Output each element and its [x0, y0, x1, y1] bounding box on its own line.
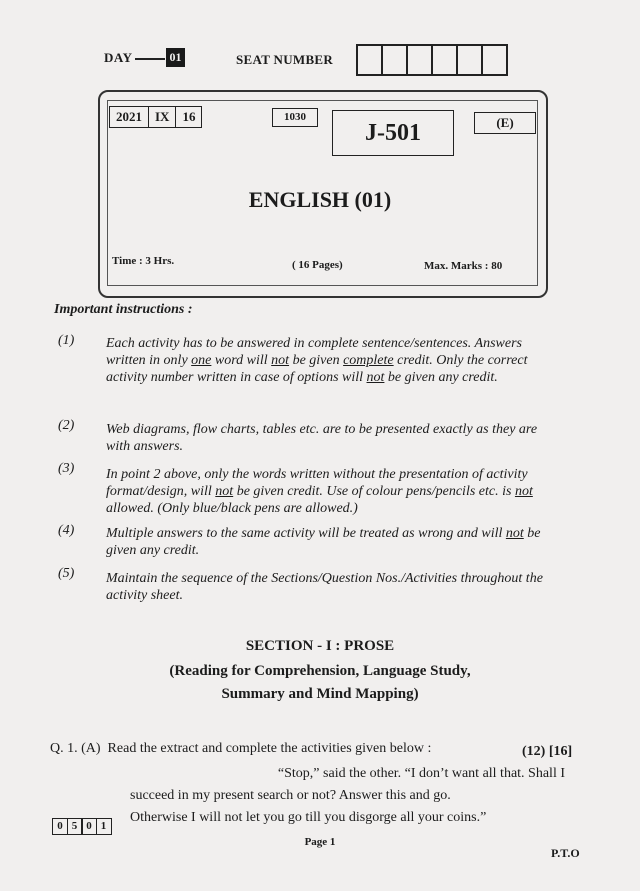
seat-number-box [431, 44, 458, 76]
subject-code-box: 1030 [272, 108, 318, 127]
text-part: Each activity has to be answered in complete sentence/sentences. Answers written in only [106, 336, 523, 368]
class-code: IX [149, 107, 176, 127]
instruction-text [106, 335, 546, 386]
section-title: SECTION - I : PROSE [245, 638, 395, 654]
instruction-text [106, 525, 546, 559]
paper-title: ENGLISH (01) [248, 187, 392, 212]
pages-text: ( 16 Pages) [292, 259, 343, 271]
question-label: Q. 1. (A) [50, 741, 101, 756]
instruction-text [106, 466, 546, 517]
question-line [50, 741, 431, 757]
footer-code-digit: 0 [52, 818, 68, 835]
time-text: Time : 3 Hrs. [112, 255, 175, 267]
underlined-text: not [514, 484, 533, 499]
question-prompt: Read the extract and complete the activities given below : [107, 741, 432, 756]
section-subtitle-line1: (Reading for Comprehension, Language Study, [169, 663, 471, 679]
question-marks: (12) [16] [522, 744, 573, 759]
underlined-text: one [191, 353, 212, 368]
extract-line: Otherwise I will not let you go till you disgorge all your coins.” [130, 810, 487, 825]
instruction-number: (2) [58, 418, 75, 433]
extract-line: succeed in my present search or not? Answer this and go. [130, 788, 451, 803]
underlined-text: not [271, 353, 290, 368]
text-part: Multiple answers to the same activity will be treated as wrong and will [106, 526, 506, 541]
pto-text: P.T.O [551, 846, 580, 860]
paper-code-box: J-501 [332, 110, 454, 156]
instructions-heading: Important instructions : [54, 302, 193, 317]
underlined-text: not [366, 370, 385, 385]
text-part: word will [211, 353, 272, 368]
year-code: 2021 [110, 107, 149, 127]
instruction-number: (1) [58, 333, 75, 348]
instruction-number: (5) [58, 566, 75, 581]
day-value-box: 01 [166, 48, 185, 67]
page-number: Page 1 [304, 836, 336, 848]
seat-number-box [481, 44, 508, 76]
text-part: be given any credit. [106, 526, 541, 558]
text-part: In point 2 above, only the words written without the presentation of activity format/design, will [106, 467, 528, 499]
number-code: 16 [182, 109, 196, 124]
seat-number-box [381, 44, 408, 76]
seat-number-label: SEAT NUMBER [236, 52, 334, 67]
text-part: credit. Only the correct activity number written in case of options will [106, 353, 528, 385]
seat-number-box [356, 44, 383, 76]
text-part: be given credit. Use of colour pens/pencils etc. is [233, 484, 515, 499]
instruction-text: Web diagrams, flow charts, tables etc. are to be presented exactly as they are with answers. [106, 422, 538, 454]
instruction-number: (4) [58, 523, 75, 538]
seat-number-box [406, 44, 433, 76]
footer-code-digit: 1 [96, 818, 112, 835]
instruction-number: (3) [58, 461, 75, 476]
text-part: be given any credit. [384, 370, 498, 385]
medium-box: (E) [474, 112, 536, 134]
text-part: allowed. (Only blue/black pens are allowed.) [106, 501, 358, 516]
day-label: DAY [104, 50, 133, 65]
extract-line: “Stop,” said the other. “I don’t want all that. Shall I [277, 766, 565, 781]
instruction-text: Maintain the sequence of the Sections/Question Nos./Activities throughout the activity sheet. [106, 571, 543, 603]
footer-code-digit: 5 [67, 818, 83, 835]
max-marks-text: Max. Marks : 80 [424, 260, 503, 272]
footer-code-boxes [52, 818, 110, 835]
underlined-text: not [215, 484, 234, 499]
text-part: be given [289, 353, 344, 368]
paper-code-strip [109, 106, 202, 128]
section-subtitle-line2: Summary and Mind Mapping) [221, 686, 419, 702]
underlined-text: complete [343, 353, 394, 368]
underlined-text: not [505, 526, 524, 541]
seat-number-box [456, 44, 483, 76]
footer-code-digit: 0 [81, 818, 97, 835]
day-dash-divider [135, 58, 165, 60]
seat-number-boxes [356, 44, 506, 76]
